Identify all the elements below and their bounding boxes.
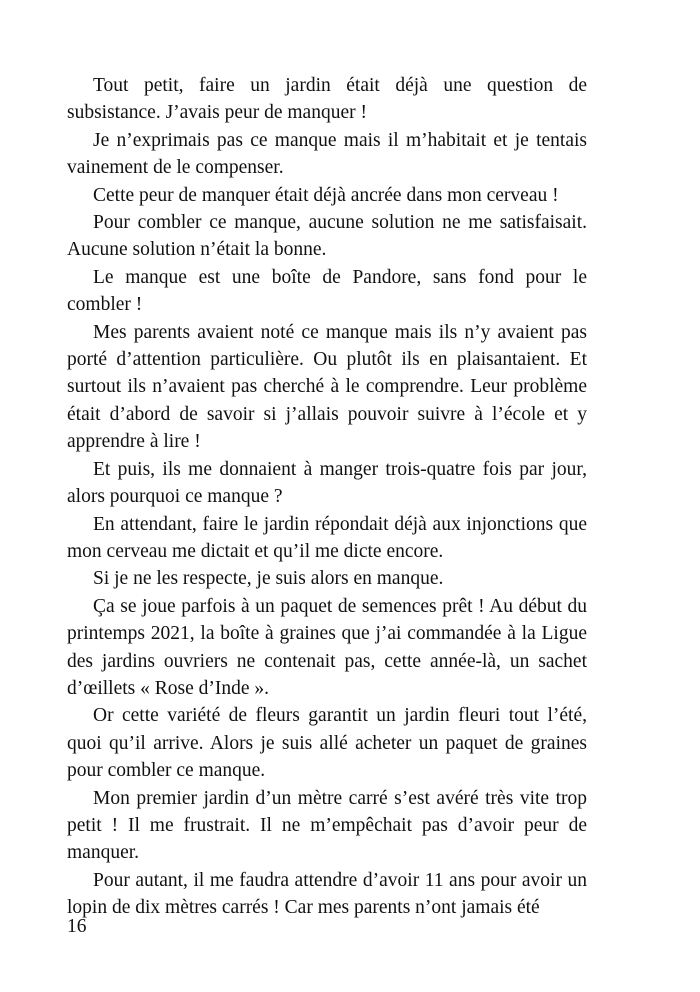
body-text — [67, 72, 587, 922]
paragraph: Mon premier jardin d’un mètre carré s’est avéré très vite trop petit ! Il me frustrait. Il ne m’empêchait pas d’avoir peur de manquer. — [67, 787, 587, 864]
paragraph: Et puis, ils me donnaient à manger trois-quatre fois par jour, alors pourquoi ce manque ? — [67, 458, 587, 508]
paragraph: Ça se joue parfois à un paquet de semences prêt ! Au début du printemps 2021, la boîte à graines que j’ai commandée à la Ligue des jardins ouvriers ne contenait pas, cette année-là, un sachet d’œillets « Rose d’Inde ». — [67, 595, 587, 699]
paragraph: Cette peur de manquer était déjà ancrée dans mon cerveau ! — [93, 184, 559, 206]
paragraph: En attendant, faire le jardin répondait déjà aux injonctions que mon cerveau me dictait et qu’il me dicte encore. — [67, 513, 587, 562]
paragraph: Je n’exprimais pas ce manque mais il m’habitait et je tentais vainement de le compenser. — [67, 129, 587, 179]
paragraph: Le manque est une boîte de Pandore, sans fond pour le combler ! — [67, 266, 587, 316]
paragraph: Si je ne les respecte, je suis alors en manque. — [93, 568, 444, 590]
page-number: 16 — [67, 916, 87, 937]
paragraph: Tout petit, faire un jardin était déjà une question de subsistance. J’avais peur de manquer ! — [67, 75, 587, 124]
paragraph: Mes parents avaient noté ce manque mais ils n’y avaient pas porté d’attention particulière. Ou plutôt ils en plaisantaient. Et surtout ils n’avaient pas cherché à le comprendre. Leur problème était d’abord de savoir si j’allais pouvoir suivre à l’école et y apprendre à lire ! — [67, 321, 587, 453]
paragraph: Pour combler ce manque, aucune solution ne me satisfaisait. Aucune solution n’était la bonne. — [67, 212, 587, 261]
paragraph: Or cette variété de fleurs garantit un jardin fleuri tout l’été, quoi qu’il arrive. Alors je suis allé acheter un paquet de graines pour combler ce manque. — [67, 705, 587, 782]
paragraph-continued: Pour autant, il me faudra attendre d’avoir 11 ans pour avoir un lopin de dix mètres carrés ! Car mes parents n’ont jamais été — [67, 869, 587, 919]
